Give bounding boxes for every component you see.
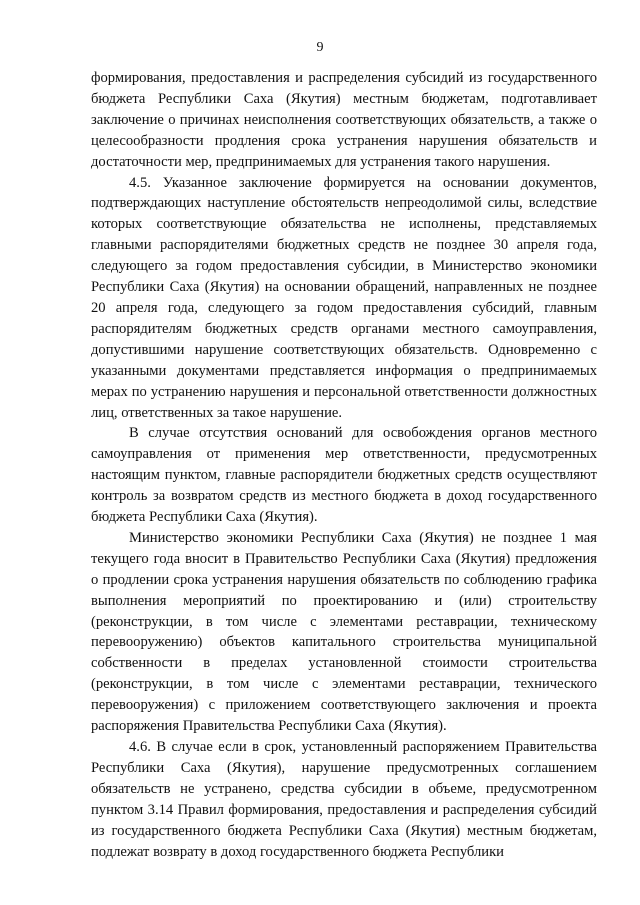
paragraph-continuation: формирования, предоставления и распределения субсидий из государственного бюджета Республики Саха (Якутия) местным бюджетам, подготавливает заключение о причинах неисполнения соответствующих обязательств, а также о целесообразности продления срока устранения нарушения обязательств и достаточности мер, предпринимаемых для устранения такого нарушения.: [91, 70, 597, 170]
paragraph-4-5: 4.5. Указанное заключение формируется на основании документов, подтверждающих наступление обстоятельств непреодолимой силы, вследствие которых соответствующие обязательства не исполнены, представляемых главными распорядителями бюджетных средств не позднее 30 апреля года, следующего за годом предоставления субсидии, в Министерство экономики Республики Саха (Якутия) на основании обращений, направленных не позднее 20 апреля года, следующего за годом предоставления субсидий, главным распорядителям бюджетных средств органами местного самоуправления, допустившими нарушение соответствующих обязательств. Одновременно с указанными документами представляется информация о предпринимаемых мерах по устранению нарушения и персональной ответственности должностных лиц, ответственных за такое нарушение.: [91, 174, 597, 421]
paragraph-no-grounds: В случае отсутствия оснований для освобождения органов местного самоуправления от применения мер ответственности, предусмотренных настоящим пунктом, главные распорядители бюджетных средств осуществляют контроль за возвратом средств из местного бюджета в доход государственного бюджета Республики Саха (Якутия).: [91, 425, 597, 526]
paragraph-4-6: 4.6. В случае если в срок, установленный распоряжением Правительства Республики Саха (Якутия), нарушение предусмотренных соглашением обязательств не устранено, средства субсидии в объеме, предусмотренном пунктом 3.14 Правил формирования, предоставления и распределения субсидий из государственного бюджета Республики Саха (Якутия) местным бюджетам, подлежат возврату в доход государственного бюджета Республики: [91, 739, 597, 860]
page-number: 9: [316, 40, 324, 55]
paragraph-ministry-proposal: Министерство экономики Республики Саха (Якутия) не позднее 1 мая текущего года вносит в Правительство Республики Саха (Якутия) предложения о продлении срока устранения нарушения обязательств по соблюдению графика выполнения мероприятий по проектированию и (или) строительству (реконструкции, в том числе с элементами реставрации, техническому перевооружению) объектов капитального строительства муниципальной собственности в пределах установленной стоимости строительства (реконструкции, в том числе с элементами реставрации, технического перевооружения) с приложением соответствующего заключения и проекта распоряжения Правительства Республики Саха (Якутия).: [91, 529, 597, 735]
document-body: [91, 68, 597, 862]
